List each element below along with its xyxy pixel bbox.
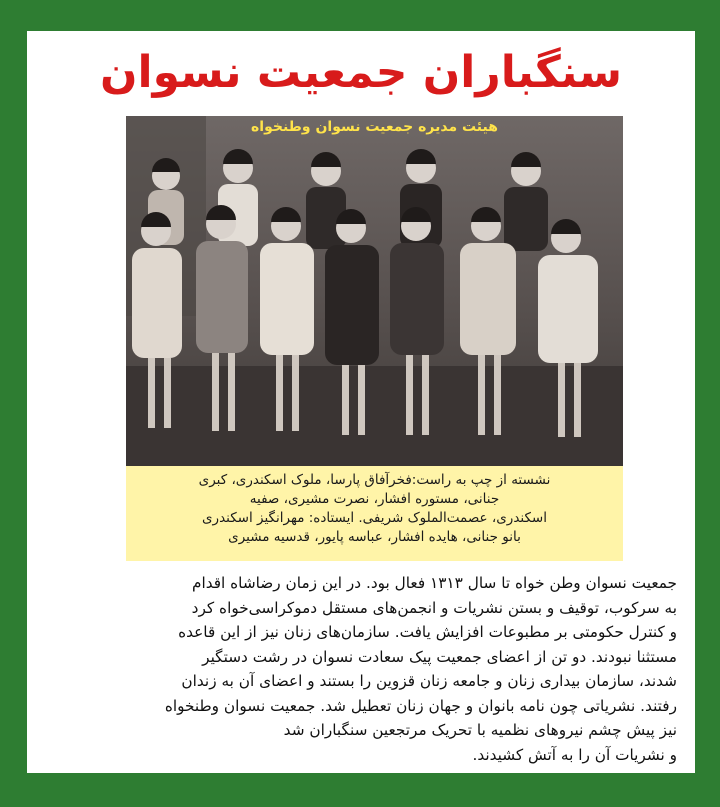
caption-line: جنانی، مستوره افشار، نصرت مشیری، صفیه [249, 491, 500, 507]
poster-card [27, 31, 695, 773]
group-photo [126, 116, 623, 466]
body-line: به سرکوب، توقیف و بستن نشریات و انجمن‌های مستقل دموکراسی‌خواه کرد [191, 598, 677, 617]
caption-line: اسکندری، عصمت‌الملوک شریفی. ایستاده: مهرانگیز اسکندری [201, 510, 547, 526]
body-line: نیز پیش چشم نیروهای نظمیه با تحریک مرتجعین سنگباران شد [283, 721, 677, 739]
body-line: جمعیت نسوان وطن خواه تا سال ۱۳۱۳ فعال بود. در این زمان رضاشاه اقدام [191, 574, 677, 592]
photo-caption: هیئت مدیره جمعیت نسوان وطنخواه [251, 119, 498, 135]
names-caption-box [126, 466, 623, 561]
body-line: مستثنا نبودند. دو تن از اعضای جمعیت پیک سعادت نسوان در رشت دستگیر [202, 647, 677, 666]
body-line: رفتند. نشریاتی چون نامه بانوان و جهان زنان تعطیل شد. جمعیت نسوان وطنخواه [164, 696, 677, 715]
page-title: سنگباران جمعیت نسوان [99, 47, 622, 98]
caption-line: بانو جنانی، هایده افشار، عباسه پایور، قدسیه مشیری [228, 529, 521, 545]
body-line: و کنترل حکومتی بر مطبوعات افزایش یافت. سازمان‌های زنان نیز از این قاعده [178, 623, 677, 641]
body-line: شدند، سازمان بیداری زنان و جامعه زنان قزوین را بستند و اعضای آن به زندان [181, 672, 677, 690]
article-body [45, 571, 677, 767]
body-line: و نشریات آن را به آتش کشیدند. [472, 745, 677, 764]
group-photo-illustration [126, 116, 623, 466]
caption-line: نشسته از چپ به راست:فخرآفاق پارسا، ملوک اسکندری، کبری [198, 472, 551, 488]
